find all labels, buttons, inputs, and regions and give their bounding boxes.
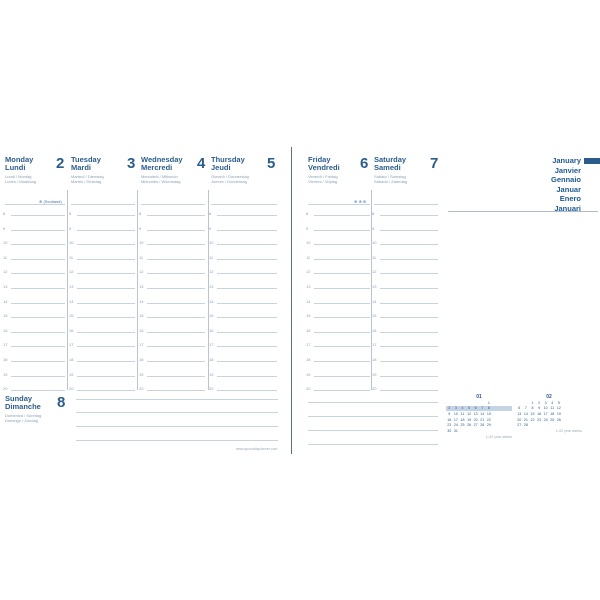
hour-line (380, 317, 438, 318)
hour-label: 19 (372, 371, 377, 377)
column-separator (137, 190, 138, 390)
day-saturday (374, 156, 440, 184)
hour-label: 14 (372, 298, 377, 304)
calendar-day: 10 (543, 406, 548, 411)
calendar-week-row (516, 422, 582, 428)
day-wednesday (141, 156, 206, 184)
day-name: Thursday (211, 155, 245, 164)
calendar-day: 22 (486, 417, 491, 422)
day-translations: Domingo / Zondag (5, 418, 38, 423)
hour-line (380, 259, 438, 260)
calendar-day: 1 (487, 400, 490, 405)
hour-label: 10 (372, 240, 377, 246)
hour-label: 16 (306, 327, 311, 333)
day-translations: Domenica / Sonntag (5, 413, 42, 418)
calendar-day: 12 (467, 411, 472, 416)
hour-label: 9 (306, 225, 309, 231)
mini-calendar-note: 1–52 year weeks (485, 434, 512, 439)
hour-line (147, 376, 205, 377)
calendar-day: 27 (517, 423, 522, 428)
day-number: 6 (360, 155, 369, 172)
day-number: 4 (197, 155, 206, 172)
hour-label: 12 (306, 269, 311, 275)
hour-line (314, 376, 370, 377)
hour-label: 19 (306, 371, 311, 377)
calendar-day: 14 (523, 411, 528, 416)
calendar-day: 16 (537, 411, 542, 416)
hour-label: 8 (3, 211, 6, 216)
hour-line (77, 244, 135, 245)
month-name: Janvier (554, 165, 581, 175)
hour-label: 15 (209, 313, 214, 319)
day-number: 2 (56, 155, 65, 172)
calendar-day: 3 (544, 400, 547, 405)
hour-line (147, 230, 205, 231)
hour-line (77, 346, 135, 347)
calendar-day: 23 (537, 417, 542, 422)
entry-line (71, 204, 135, 205)
hour-label: 8 (209, 211, 212, 216)
hour-line (11, 317, 65, 318)
calendar-day: 6 (518, 406, 521, 411)
calendar-day: 25 (550, 417, 555, 422)
hour-line (314, 230, 370, 231)
calendar-week-row (446, 428, 512, 434)
mini-calendar-title: 01 (476, 394, 482, 400)
notes-line (308, 416, 438, 417)
hour-label: 20 (306, 386, 311, 392)
calendar-day: 29 (486, 423, 491, 428)
hour-label: 18 (69, 357, 74, 362)
hour-label: 11 (372, 254, 377, 260)
hour-label: 11 (306, 254, 311, 260)
column-separator (67, 190, 68, 390)
footer-url: www.quovadisplanner.com (236, 447, 278, 451)
day-translations: Jueves / Donderdag (211, 179, 247, 184)
hour-label: 8 (372, 211, 375, 216)
hour-line (11, 244, 65, 245)
day-name-fr: Dimanche (5, 402, 41, 411)
holiday-note: ⊕ (Scotland) (39, 199, 62, 204)
calendar-day: 4 (551, 400, 554, 405)
hour-label: 18 (209, 357, 214, 362)
hour-line (217, 390, 277, 391)
calendar-day: 27 (473, 423, 478, 428)
day-name-fr: Mardi (71, 163, 92, 172)
calendar-day: 24 (453, 423, 458, 428)
hour-label: 15 (69, 313, 74, 319)
mini-calendar-note: 1–52 year weeks (555, 428, 582, 433)
hour-label: 12 (69, 269, 74, 275)
hour-label: 9 (3, 225, 6, 231)
hour-label: 12 (209, 269, 214, 275)
calendar-day: 21 (480, 417, 485, 422)
hour-label: 15 (306, 313, 311, 319)
calendar-day: 13 (473, 411, 478, 416)
calendar-day: 31 (453, 428, 458, 433)
calendar-day: 18 (460, 417, 465, 422)
day-translations: Giovedì / Donnerstag (211, 174, 249, 179)
hour-label: 10 (139, 240, 144, 246)
hour-line (380, 303, 438, 304)
hour-label: 20 (209, 386, 214, 392)
hour-label: 17 (209, 342, 214, 348)
hour-label: 10 (3, 240, 8, 246)
calendar-day: 5 (468, 406, 471, 411)
hour-label: 17 (69, 342, 74, 348)
hour-line (77, 376, 135, 377)
calendar-day: 8 (531, 406, 534, 411)
hour-line (217, 273, 277, 274)
hour-label: 20 (139, 386, 144, 392)
hour-line (314, 303, 370, 304)
hour-label: 11 (3, 254, 8, 260)
day-translations: Martes / Dinsdag (71, 179, 102, 184)
sunday-line (76, 412, 278, 413)
hour-label: 9 (139, 225, 142, 231)
hour-label: 8 (306, 211, 309, 216)
hour-label: 16 (209, 327, 214, 333)
hour-label: 9 (69, 225, 72, 231)
hour-label: 12 (139, 269, 144, 275)
day-translations: Martedì / Dienstag (71, 174, 104, 179)
hour-line (380, 288, 438, 289)
calendar-day: 4 (461, 406, 464, 411)
calendar-day: 9 (538, 406, 541, 411)
day-translations: Sabato / Samstag (374, 174, 406, 179)
day-name-fr: Lundi (5, 163, 26, 172)
calendar-day: 15 (530, 411, 535, 416)
hour-line (217, 346, 277, 347)
hour-line (147, 317, 205, 318)
calendar-day: 6 (474, 406, 477, 411)
hour-line (11, 376, 65, 377)
hour-line (11, 361, 65, 362)
calendar-day: 2 (448, 406, 451, 411)
hour-line (314, 273, 370, 274)
hour-line (217, 215, 277, 216)
day-translations: Viernes / Vrijdag (308, 179, 338, 184)
notes-line (308, 444, 438, 445)
hour-line (147, 244, 205, 245)
hour-label: 8 (69, 211, 72, 216)
hour-line (147, 288, 205, 289)
hour-label: 9 (372, 225, 375, 231)
hour-line (380, 273, 438, 274)
hour-line (77, 230, 135, 231)
day-name-fr: Vendredi (308, 163, 340, 172)
hour-label: 19 (3, 371, 8, 377)
hour-label: 11 (209, 254, 214, 260)
month-name: Januar (556, 184, 581, 194)
day-name-fr: Samedi (374, 163, 401, 172)
calendar-day: 1 (531, 400, 534, 405)
calendar-day: 24 (543, 417, 548, 422)
calendar-day: 26 (556, 417, 561, 422)
day-name: Sunday (5, 394, 33, 403)
hour-line (77, 273, 135, 274)
hour-line (314, 259, 370, 260)
hour-label: 14 (209, 298, 214, 304)
hour-label: 19 (69, 371, 74, 377)
entry-line (374, 204, 438, 205)
hour-label: 16 (139, 327, 144, 333)
day-name-fr: Jeudi (211, 163, 231, 172)
hour-line (11, 230, 65, 231)
day-tuesday (71, 156, 136, 184)
hour-label: 20 (69, 386, 74, 392)
hour-line (314, 317, 370, 318)
hour-line (77, 259, 135, 260)
day-translations: Mercoledì / Mittwoch (141, 174, 178, 179)
day-name: Friday (308, 155, 331, 164)
calendar-day: 10 (453, 411, 458, 416)
calendar-day: 17 (453, 417, 458, 422)
day-monday (5, 155, 67, 204)
hour-line (217, 376, 277, 377)
calendar-day: 5 (557, 400, 560, 405)
day-number: 8 (57, 394, 66, 411)
calendar-day: 30 (447, 428, 452, 433)
hour-label: 16 (3, 327, 8, 333)
hour-label: 12 (372, 269, 377, 275)
hour-label: 17 (139, 342, 144, 348)
notes-line (308, 430, 438, 431)
hour-line (314, 346, 370, 347)
hour-label: 18 (3, 357, 8, 362)
calendar-day: 21 (523, 417, 528, 422)
calendar-day: 11 (550, 406, 555, 411)
day-name-fr: Mercredi (141, 163, 173, 172)
hour-label: 15 (372, 313, 377, 319)
day-translations: Sábado / Zaterdag (374, 179, 408, 184)
hour-line (77, 361, 135, 362)
mini-calendar-feb (516, 394, 582, 433)
calendar-day: 18 (550, 411, 555, 416)
calendar-day: 17 (543, 411, 548, 416)
calendar-day: 23 (447, 423, 452, 428)
hour-line (147, 215, 205, 216)
hour-label: 10 (69, 240, 74, 246)
hour-line (217, 317, 277, 318)
hour-line (380, 244, 438, 245)
hour-line (314, 390, 370, 391)
hour-line (77, 390, 135, 391)
calendar-day: 20 (517, 417, 522, 422)
day-number: 7 (430, 155, 439, 172)
hour-line (11, 259, 65, 260)
day-translations: Lundi / Montag (5, 174, 32, 179)
hour-line (11, 215, 65, 216)
hour-line (147, 259, 205, 260)
day-number: 5 (267, 155, 276, 172)
hour-line (147, 361, 205, 362)
hour-line (314, 244, 370, 245)
hour-label: 17 (372, 342, 377, 348)
calendar-day: 14 (480, 411, 485, 416)
hour-label: 10 (306, 240, 311, 246)
sunday-line (76, 440, 278, 441)
hour-label: 14 (139, 298, 144, 304)
mini-calendar-jan (446, 394, 512, 439)
calendar-day: 16 (447, 417, 452, 422)
day-name: Wednesday (141, 155, 183, 164)
hour-line (77, 303, 135, 304)
hour-label: 20 (3, 386, 8, 392)
hour-label: 20 (372, 386, 377, 392)
hour-label: 19 (209, 371, 214, 377)
hour-label: 9 (209, 225, 212, 231)
hour-line (11, 288, 65, 289)
calendar-day: 12 (556, 406, 561, 411)
day-number: 3 (127, 155, 136, 172)
hour-label: 14 (69, 298, 74, 304)
hour-line (11, 346, 65, 347)
hour-label: 11 (69, 254, 74, 260)
hour-line (380, 346, 438, 347)
hour-line (77, 332, 135, 333)
hour-line (77, 288, 135, 289)
day-translations: Miércoles / Woensdag (141, 179, 181, 184)
hour-label: 13 (139, 284, 144, 289)
hour-line (11, 332, 65, 333)
hour-line (217, 332, 277, 333)
calendar-day: 25 (460, 423, 465, 428)
hour-label: 18 (372, 357, 377, 362)
hour-line (314, 288, 370, 289)
day-name: Monday (5, 155, 34, 164)
hour-line (380, 215, 438, 216)
hour-line (147, 273, 205, 274)
hour-label: 13 (372, 284, 377, 289)
calendar-day: 28 (480, 423, 485, 428)
hour-label: 10 (209, 240, 214, 246)
hour-line (380, 332, 438, 333)
mini-calendar-title: 02 (546, 394, 552, 400)
hour-line (11, 390, 65, 391)
hour-line (380, 376, 438, 377)
calendar-day: 9 (448, 411, 451, 416)
calendar-day: 15 (486, 411, 491, 416)
hour-label: 15 (139, 313, 144, 319)
calendar-day: 19 (556, 411, 561, 416)
hour-line (11, 303, 65, 304)
hour-label: 13 (306, 284, 311, 289)
calendar-day: 8 (487, 406, 490, 411)
hour-line (77, 317, 135, 318)
hour-label: 8 (139, 211, 142, 216)
hour-label: 11 (139, 254, 144, 260)
calendar-day: 2 (538, 400, 541, 405)
hour-label: 14 (306, 298, 311, 304)
hour-label: 14 (3, 298, 8, 304)
entry-line (211, 204, 277, 205)
calendar-day: 11 (460, 411, 465, 416)
hour-line (77, 215, 135, 216)
hour-label: 18 (139, 357, 144, 362)
hour-line (217, 361, 277, 362)
sunday-line (76, 426, 278, 427)
hour-label: 18 (306, 357, 311, 362)
month-name: Enero (559, 194, 581, 203)
hour-line (147, 390, 205, 391)
calendar-day: 13 (517, 411, 522, 416)
calendar-day: 20 (473, 417, 478, 422)
day-thursday (211, 156, 278, 184)
hour-line (147, 332, 205, 333)
entry-line (141, 204, 205, 205)
hour-line (380, 390, 438, 391)
sunday-line (76, 399, 278, 400)
hour-line (217, 259, 277, 260)
hour-label: 12 (3, 269, 8, 275)
calendar-day: 7 (481, 406, 484, 411)
holiday-note: ⊕ ⊕ ⊕ (354, 199, 367, 204)
hour-label: 13 (3, 284, 8, 289)
hour-line (314, 215, 370, 216)
month-names (520, 156, 581, 213)
calendar-day: 19 (467, 417, 472, 422)
day-sunday (5, 395, 70, 423)
hour-label: 19 (139, 371, 144, 377)
hour-line (380, 361, 438, 362)
day-translations: Venerdì / Freitag (308, 174, 338, 179)
hour-line (314, 361, 370, 362)
calendar-day: 7 (524, 406, 527, 411)
hour-label: 13 (209, 284, 214, 289)
hour-label: 15 (3, 313, 8, 319)
hour-line (147, 346, 205, 347)
hour-label: 17 (306, 342, 311, 348)
month-name: Januari (554, 203, 581, 213)
calendar-day: 22 (530, 417, 535, 422)
calendar-day: 3 (454, 406, 457, 411)
month-name: Gennaio (550, 175, 581, 184)
calendar-day: 26 (467, 423, 472, 428)
day-name: Tuesday (71, 155, 101, 164)
hour-line (11, 273, 65, 274)
hour-line (217, 303, 277, 304)
hour-label: 16 (372, 327, 377, 333)
entry-line (308, 204, 370, 205)
hour-line (380, 230, 438, 231)
hour-label: 16 (69, 327, 74, 333)
hour-line (147, 303, 205, 304)
month-name: January (552, 156, 581, 165)
hour-label: 17 (3, 342, 8, 348)
hour-line (217, 244, 277, 245)
month-tab (584, 158, 600, 164)
day-name: Saturday (374, 155, 407, 164)
notes-line (308, 402, 438, 403)
hour-label: 13 (69, 284, 74, 289)
hour-line (217, 230, 277, 231)
entry-line (5, 204, 65, 205)
hour-line (314, 332, 370, 333)
day-friday (308, 155, 372, 204)
hour-line (217, 288, 277, 289)
day-translations: Lunes / Maandag (5, 179, 36, 184)
page-divider (291, 147, 292, 454)
calendar-day: 28 (523, 423, 528, 428)
